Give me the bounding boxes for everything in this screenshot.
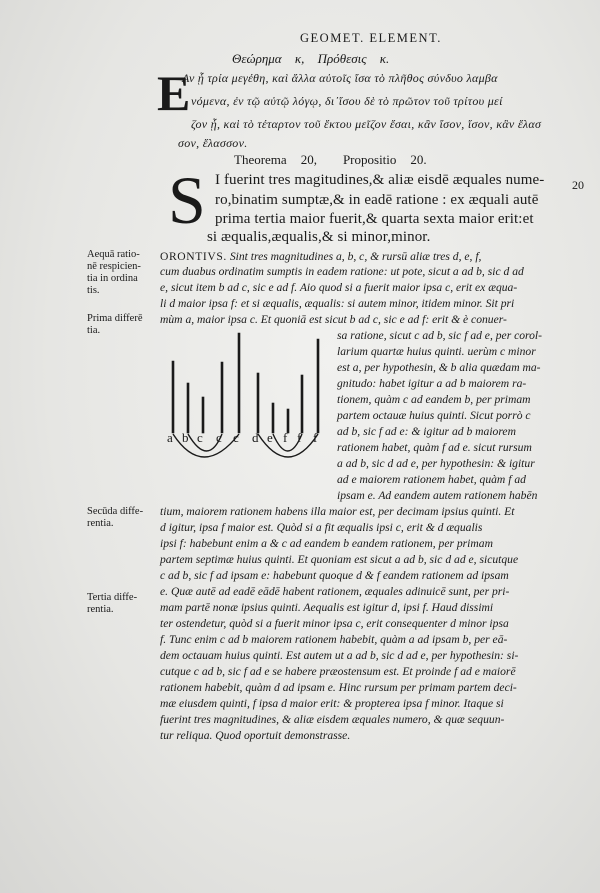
commentary-line: ipsi f: habebunt enim a & c ad eandem b eandem rationem, per primam [160,537,493,550]
side-note-line: Secūda diffe- [87,506,144,517]
commentary-line: li d maior ipsa f: et si æqualis, æqualis: si autem minor, itidem minor. Sit pri [160,297,515,310]
propositio-number: 20. [410,152,427,167]
side-note-line: Tertia diffe- [87,592,138,603]
commentary-line: c ad b, sic f ad ipsam e: habebunt quoque d & f eandem rationem ad ipsam [160,569,509,582]
greek-line: σον, ἔλασσον. [178,136,248,150]
commentary-line: tur reliqua. Quod oportuit demonstrasse. [160,729,351,742]
side-note-line: rentia. [87,518,114,529]
proposition-line: I fuerint tres magitudines,& aliæ eisdē æquales nume- [215,172,545,188]
commentary-line: e, sicut item b ad c, sic e ad f. Aio quod si a fuerit maior ipsa c, erit ex æqua- [160,281,518,294]
side-note-line: tis. [87,285,100,296]
side-note-line: tia in ordina [87,273,138,284]
side-note [87,592,137,616]
proposition-line: ro,binatim sumptæ,& in eadē ratione : ex æquali autē [215,192,539,208]
commentary-line: tionem, quàm c ad eandem b, per primam [337,393,531,406]
side-note-line: Prima differē [87,313,143,324]
commentary-line: f. Tunc enim c ad b maiorem rationem habebit, quàm a ad ipsam b, per eā- [160,633,508,646]
side-note [87,249,141,297]
commentary-line: fuerint tres magnitudines, & aliæ eisdem æquales numero, & quæ sequun- [160,713,505,726]
commentary-author: ORONTIVS. [160,250,227,263]
commentary-line: dem octauam huius quinti. Est autem ut a ad b, sic d ad e, per hypothesin: si- [160,649,519,662]
commentary-line: d igitur, ipsa f maior est. Quòd si a fit æqualis ipsi c, erit & d æqualis [160,521,483,534]
proposition-line: si æqualis,æqualis,& si minor,minor. [207,229,431,245]
side-note [87,506,143,530]
commentary-line: sa ratione, sicut c ad b, sic f ad e, per corol- [337,329,543,342]
commentary-text: Sint tres magnitudines a, b, c, & rursū aliæ tres d, e, f, [229,250,482,263]
commentary-line: ipsam e. Ad eandem autem rationem habēn [337,489,538,502]
commentary-line: larium quartæ huius quinti. uerùm c minor [337,345,536,358]
commentary-line: mùm a, maior ipsa c. Et quoniā est sicut b ad c, sic e ad f: erit & è conuer- [160,313,507,326]
figure-letter: f [313,430,318,445]
commentary-line: rationem habebit, quàm d ad ipsam e. Hinc rursum per primam partem deci- [160,681,517,694]
side-note [87,313,143,337]
margin-number: 20 [572,178,584,192]
commentary-line: mam partē nonæ ipsius quinti. Aequalis est igitur d, ipsi f. Haud dissimi [160,601,494,614]
side-note-line: tia. [87,325,101,336]
commentary-line: e. Quæ autē ad eadē eādē habent rationem, æquales adinuicē sunt, per pri- [160,585,510,598]
figure-letter: c [197,430,203,445]
figure-letter: b [182,430,189,445]
figure-letter: e [267,430,273,445]
figure-letter: c [233,430,239,445]
commentary-line: partem septimæ huius quinti. Et quoniam est sicut a ad b, sic d ad e, sicutque [160,553,519,566]
figure-letter: c [216,430,222,445]
commentary-line: mæ eiusdem quinti, f ipsa d maior erit: & propterea ipsa f minor. Itaque si [160,697,504,710]
figure-letter: a [167,430,173,445]
commentary-line: est a, per hypothesin, & b alia quædam ma- [337,361,541,374]
latin-heading [234,152,427,168]
propositio-label: Propositio [342,152,397,167]
proposition-line: prima tertia maior fuerit,& quarta sexta maior erit:et [215,211,534,227]
side-note-line: nē respicien- [87,261,141,272]
commentary-line: partem octauæ huius quinti. Sicut porrò c [337,409,531,422]
greek-line: ζον ᾖ, καὶ τὸ τέταρτον τοῦ ἕκτου μεῖζον ἔσαι, κἂν ἴσον, ἴσον, κἂν ἔλασ [191,117,542,131]
side-note-line: rentia. [87,604,114,615]
commentary-line: cutque c ad b, sic f ad e se habere præostensum est. Et proinde f ad e maiorē [160,665,516,678]
figure-letter: d [252,430,259,445]
commentary-line: ad e maiorem rationem habet, quàm f ad [337,473,526,486]
magnitudes-figure [163,330,333,480]
commentary-line: rationem habet, quàm f ad e. sicut rursum [337,441,532,454]
commentary-line: gnitudo: habet igitur a ad b maiorem ra- [337,377,527,390]
proposition-dropcap: S [168,162,206,238]
running-head: GEOMET. ELEMENT. [300,31,442,45]
theorema-label: Theorema [234,152,287,167]
theorema-number: 20, [300,152,317,167]
commentary-line [160,250,481,263]
greek-dropcap: E [157,65,191,121]
greek-heading: Θεώρημα κ, Πρόθεσις κ. [232,51,390,66]
commentary-line: ter ostendetur, quòd si a fuerit minor ipsa c, erit consequenter d minor ipsa [160,617,509,630]
figure-letter: f [297,430,302,445]
commentary-line: a ad b, sic d ad e, per hypothesin: & igitur [337,457,535,470]
greek-line: Αν ᾖ τρία μεγέθη, καὶ ἄλλα αὐτοῖς ἴσα τὸ πλῆθος σύνδυο λαμβα [182,71,498,85]
side-note-line: Aequā ratio- [87,249,140,260]
commentary-line: ad b, sic f ad e: & igitur ad b maiorem [337,425,516,438]
commentary-line: tium, maiorem rationem habens illa maior est, per decimam ipsius quinti. Et [160,505,515,518]
greek-line: νόμενα, ἐν τῷ αὐτῷ λόγῳ, δι᾽ἴσου δὲ τὸ πρῶτον τοῦ τρίτου μεί [191,94,503,108]
figure-letter: f [283,430,288,445]
commentary-line: cum duabus ordinatim sumptis in eadem ratione: ut pote, sicut a ad b, sic d ad [160,265,524,278]
